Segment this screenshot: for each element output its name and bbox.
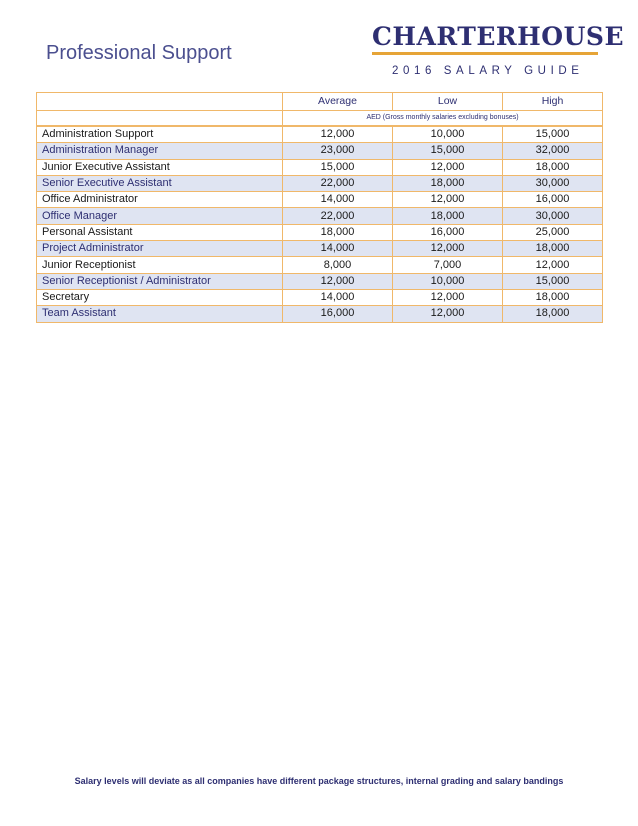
- low-cell: 15,000: [393, 143, 503, 159]
- high-cell: 12,000: [503, 257, 603, 273]
- high-cell: 32,000: [503, 143, 603, 159]
- average-cell: 14,000: [283, 192, 393, 208]
- low-cell: 10,000: [393, 126, 503, 143]
- brand-logo: [372, 22, 624, 77]
- low-cell: 10,000: [393, 273, 503, 289]
- average-cell: 22,000: [283, 175, 393, 191]
- role-cell: Senior Executive Assistant: [37, 175, 283, 191]
- table-row: [37, 257, 603, 273]
- role-cell: Administration Manager: [37, 143, 283, 159]
- table-header-row: [37, 93, 603, 111]
- role-cell: Senior Receptionist / Administrator: [37, 273, 283, 289]
- role-cell: Junior Receptionist: [37, 257, 283, 273]
- table-row: [37, 208, 603, 224]
- page-title: Professional Support: [46, 42, 232, 64]
- table-row: [37, 126, 603, 143]
- average-cell: 12,000: [283, 126, 393, 143]
- high-cell: 18,000: [503, 159, 603, 175]
- salary-table: [36, 92, 603, 323]
- low-cell: 12,000: [393, 306, 503, 322]
- average-cell: 8,000: [283, 257, 393, 273]
- average-cell: 15,000: [283, 159, 393, 175]
- low-cell: 12,000: [393, 289, 503, 305]
- average-cell: 22,000: [283, 208, 393, 224]
- note-blank-cell: [37, 111, 283, 127]
- high-cell: 16,000: [503, 192, 603, 208]
- role-cell: Secretary: [37, 289, 283, 305]
- column-header-low: Low: [393, 93, 503, 111]
- low-cell: 18,000: [393, 208, 503, 224]
- low-cell: 16,000: [393, 224, 503, 240]
- role-cell: Office Administrator: [37, 192, 283, 208]
- high-cell: 30,000: [503, 175, 603, 191]
- average-cell: 16,000: [283, 306, 393, 322]
- high-cell: 18,000: [503, 289, 603, 305]
- high-cell: 30,000: [503, 208, 603, 224]
- low-cell: 12,000: [393, 159, 503, 175]
- average-cell: 12,000: [283, 273, 393, 289]
- average-cell: 18,000: [283, 224, 393, 240]
- table-row: [37, 289, 603, 305]
- table-body: [37, 126, 603, 322]
- high-cell: 18,000: [503, 241, 603, 257]
- table-row: [37, 175, 603, 191]
- table-row: [37, 159, 603, 175]
- role-cell: Junior Executive Assistant: [37, 159, 283, 175]
- brand-subtitle: 2016 SALARY GUIDE: [392, 65, 584, 77]
- average-cell: 14,000: [283, 289, 393, 305]
- table-row: [37, 143, 603, 159]
- footer-disclaimer: Salary levels will deviate as all companies have different package structures, internal grading and salary bandings: [74, 776, 564, 786]
- table-row: [37, 273, 603, 289]
- table-row: [37, 306, 603, 322]
- high-cell: 25,000: [503, 224, 603, 240]
- table-row: [37, 224, 603, 240]
- average-cell: 14,000: [283, 241, 393, 257]
- role-cell: Project Administrator: [37, 241, 283, 257]
- role-cell: Team Assistant: [37, 306, 283, 322]
- role-cell: Administration Support: [37, 126, 283, 143]
- low-cell: 18,000: [393, 175, 503, 191]
- currency-note-row: [37, 111, 603, 127]
- table-row: [37, 192, 603, 208]
- header-blank-cell: [37, 93, 283, 111]
- low-cell: 12,000: [393, 241, 503, 257]
- column-header-average: Average: [283, 93, 393, 111]
- role-cell: Office Manager: [37, 208, 283, 224]
- low-cell: 7,000: [393, 257, 503, 273]
- column-header-high: High: [503, 93, 603, 111]
- table-row: [37, 241, 603, 257]
- high-cell: 15,000: [503, 273, 603, 289]
- high-cell: 18,000: [503, 306, 603, 322]
- brand-name: CHARTERHOUSE: [372, 22, 624, 51]
- high-cell: 15,000: [503, 126, 603, 143]
- low-cell: 12,000: [393, 192, 503, 208]
- average-cell: 23,000: [283, 143, 393, 159]
- role-cell: Personal Assistant: [37, 224, 283, 240]
- currency-note: AED (Gross monthly salaries excluding bonuses): [283, 111, 603, 127]
- brand-underline: [372, 52, 598, 55]
